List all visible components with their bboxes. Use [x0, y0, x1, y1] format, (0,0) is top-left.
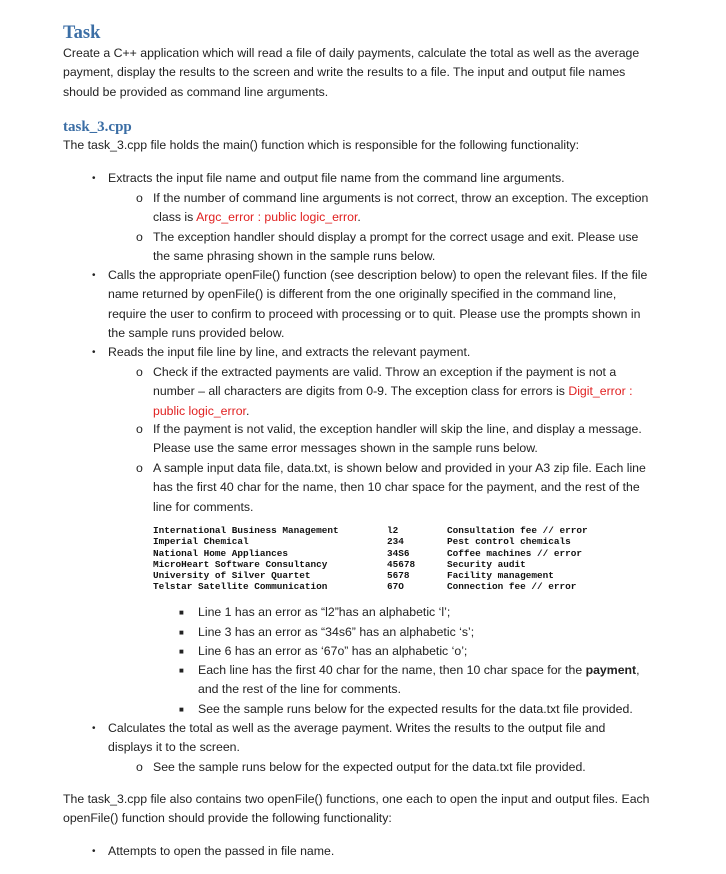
- table-row: National Home Appliances 34S6 Coffee machines // error: [153, 547, 583, 559]
- bullet-openfile: Calls the appropriate openFile() function (see description below) to open the relevant files. If the file name returned by openFile() is different from the one originally specified in the command line, require the user to confirm to proceed with processing or to quit. Please use the prompts shown in the sample runs provided below.: [108, 268, 648, 340]
- sub-item-validate-payment: Check if the extracted payments are valid. Throw an exception if the payment is not a number – all characters are digits from 0-9. The exception class for errors is Digit_error : public logic_error.: [153, 365, 633, 418]
- square-bullet-icon: ■: [179, 608, 184, 617]
- circle-bullet-icon: o: [136, 461, 143, 475]
- square-bullet-icon: ■: [179, 628, 184, 637]
- sub-item-expected-output: See the sample runs below for the expected output for the data.txt file provided.: [153, 760, 586, 774]
- file-heading: task_3.cpp: [63, 119, 132, 135]
- openfile-description: The task_3.cpp file also contains two openFile() functions, one each to open the input and output files. Each openFile() function should provide the following functionality:: [63, 792, 650, 826]
- sub-item-usage-prompt: The exception handler should display a prompt for the correct usage and exit. Please use the same phrasing shown in the sample runs below.: [153, 230, 639, 264]
- note-field-widths: Each line has the first 40 char for the name, then 10 char space for the payment, and the rest of the line for comments.: [198, 663, 640, 697]
- table-row: International Business Management l2 Consultation fee // error: [153, 525, 588, 536]
- table-row: Telstar Satellite Communication 67O Connection fee // error: [153, 581, 577, 593]
- table-row: University of Silver Quartet 5678 Facility management: [153, 570, 554, 582]
- bullet-icon: •: [92, 846, 96, 857]
- bullet-calculates: Calculates the total as well as the average payment. Writes the results to the output file and displays it to the screen.: [108, 721, 606, 755]
- circle-bullet-icon: o: [136, 760, 143, 774]
- data-file-table: [153, 525, 588, 593]
- task-intro: [63, 44, 673, 102]
- note-line-1: Line 1 has an error as “l2”has an alphabetic ‘l’;: [198, 605, 451, 619]
- circle-bullet-icon: o: [136, 191, 143, 205]
- intro-line: Create a C++ application which will read a file of daily payments, calculate the total as well as the average: [63, 46, 640, 60]
- circle-bullet-icon: o: [136, 230, 143, 244]
- class-name-argc-error: Argc_error : public logic_error: [196, 210, 358, 225]
- note-line-6: Line 6 has an error as ‘67o” has an alphabetic ‘o’;: [198, 644, 468, 658]
- table-row: MicroHeart Software Consultancy 45678 Security audit: [153, 558, 526, 570]
- table-row: Imperial Chemical 234 Pest control chemicals: [153, 536, 571, 548]
- square-bullet-icon: ■: [179, 666, 184, 675]
- sub-item-arg-count: If the number of command line arguments is not correct, throw an exception. The exception class is Argc_error : public logic_error.: [153, 191, 649, 225]
- square-bullet-icon: ■: [179, 705, 184, 714]
- sub-item-sample-file: A sample input data file, data.txt, is shown below and provided in your A3 zip file. Each line has the first 40 char for the name, then 10 char space for the payment, and the rest of the line for comments.: [153, 461, 646, 514]
- circle-bullet-icon: o: [136, 365, 143, 379]
- square-bullet-icon: ■: [179, 647, 184, 656]
- bullet-reads-input: Reads the input file line by line, and extracts the relevant payment.: [108, 345, 471, 359]
- bullet-icon: •: [92, 723, 96, 734]
- class-name-digit-error: Digit_error :: [568, 384, 633, 399]
- intro-line: payment, display the results to the screen and write the results to a file. The input and output file names: [63, 65, 626, 80]
- sub-item-skip-line: If the payment is not valid, the exception handler will skip the line, and display a message. Please use the same error messages shown in the sample runs below.: [153, 422, 642, 456]
- circle-bullet-icon: o: [136, 422, 143, 436]
- note-sample-runs: See the sample runs below for the expected results for the data.txt file provided.: [198, 702, 633, 716]
- bullet-attempts-open: Attempts to open the passed in file name.: [108, 844, 335, 858]
- bullet-icon: •: [92, 270, 96, 281]
- bullet-icon: •: [92, 173, 96, 184]
- bullet-icon: •: [92, 347, 96, 358]
- bullet-extracts-args: Extracts the input file name and output file name from the command line arguments.: [108, 171, 565, 185]
- task-heading: Task: [63, 23, 101, 43]
- file-description: The task_3.cpp file holds the main() function which is responsible for the following functionality:: [63, 138, 580, 152]
- note-line-3: Line 3 has an error as “34s6” has an alphabetic ‘s’;: [198, 625, 475, 639]
- intro-line: should be provided as command line arguments.: [63, 84, 329, 99]
